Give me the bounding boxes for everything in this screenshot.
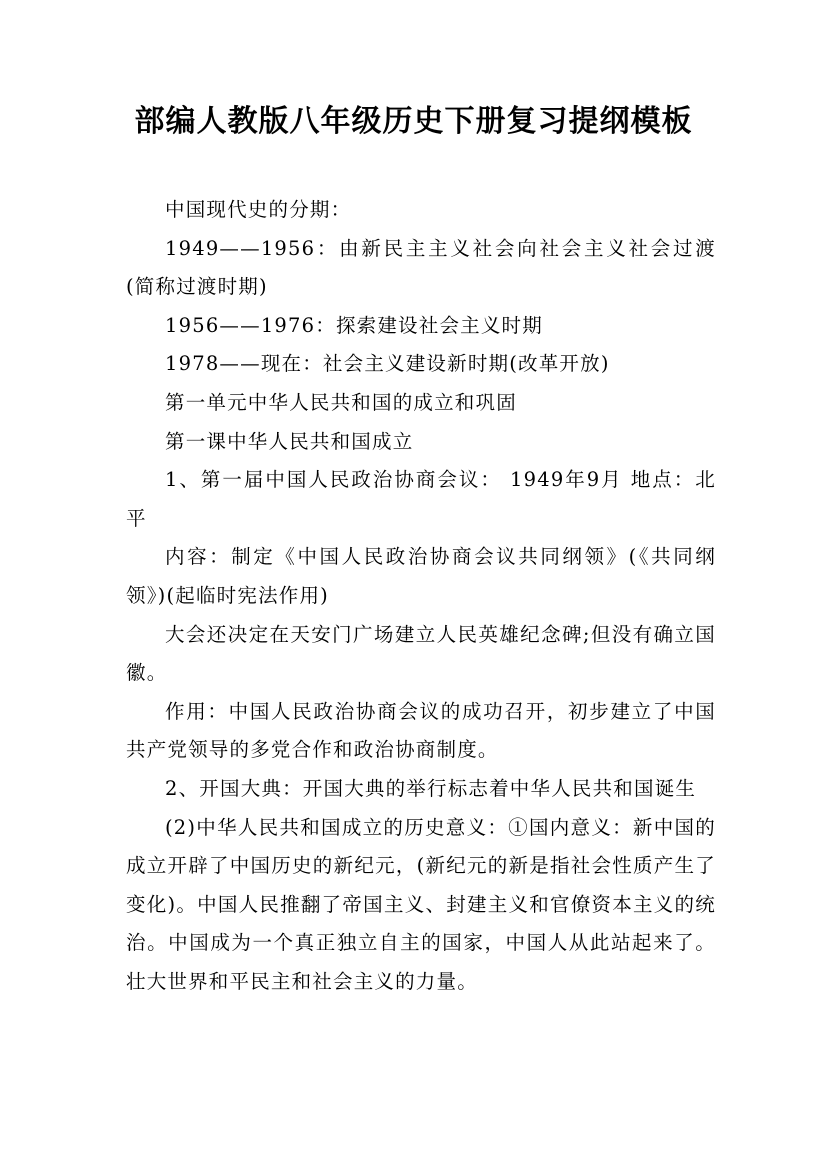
paragraph-founding-ceremony: 2、开国大典：开国大典的举行标志着中华人民共和国诞生 <box>165 776 697 800</box>
document-title: 部编人教版八年级历史下册复习提纲模板 <box>134 104 693 139</box>
paragraph-period-1949-1956: 1949——1956：由新民主主义社会向社会主义社会过渡(简称过渡时期) <box>126 236 716 299</box>
paragraph-lesson-1-heading: 第一课中华人民共和国成立 <box>165 429 414 453</box>
paragraph-cppcc-content: 内容：制定《中国人民政治协商会议共同纲领》(《共同纲领》)(起临时宪法作用) <box>126 545 716 607</box>
paragraph-cppcc-effect: 作用：中国人民政治协商会议的成功召开，初步建立了中国共产党领导的多党合作和政治协商制度。 <box>126 699 716 762</box>
paragraph-historical-significance: (2)中华人民共和国成立的历史意义：①国内意义：新中国的成立开辟了中国历史的新纪元，(新纪元的新是指社会性质产生了变化)。中国人民推翻了帝国主义、封建主义和官僚资本主义的统治。中国成为一个真正独立自主的国家，中国人从此站起来了。壮大世界和平民主和社会主义的力量。 <box>126 815 716 993</box>
paragraph-period-1956-1976: 1956——1976：探索建设社会主义时期 <box>165 313 543 337</box>
document-body <box>126 191 716 1001</box>
paragraph-cppcc-conference: 1、第一届中国人民政治协商会议： 1949年9月 地点：北平 <box>126 468 716 530</box>
paragraph-monument-decision: 大会还决定在天安门广场建立人民英雄纪念碑;但没有确立国徽。 <box>126 622 716 685</box>
paragraph-period-1978-present: 1978——现在：社会主义建设新时期(改革开放) <box>165 352 610 376</box>
paragraph-periodization-heading: 中国现代史的分期： <box>165 198 352 221</box>
paragraph-unit-1-heading: 第一单元中华人民共和国的成立和巩固 <box>165 390 517 414</box>
